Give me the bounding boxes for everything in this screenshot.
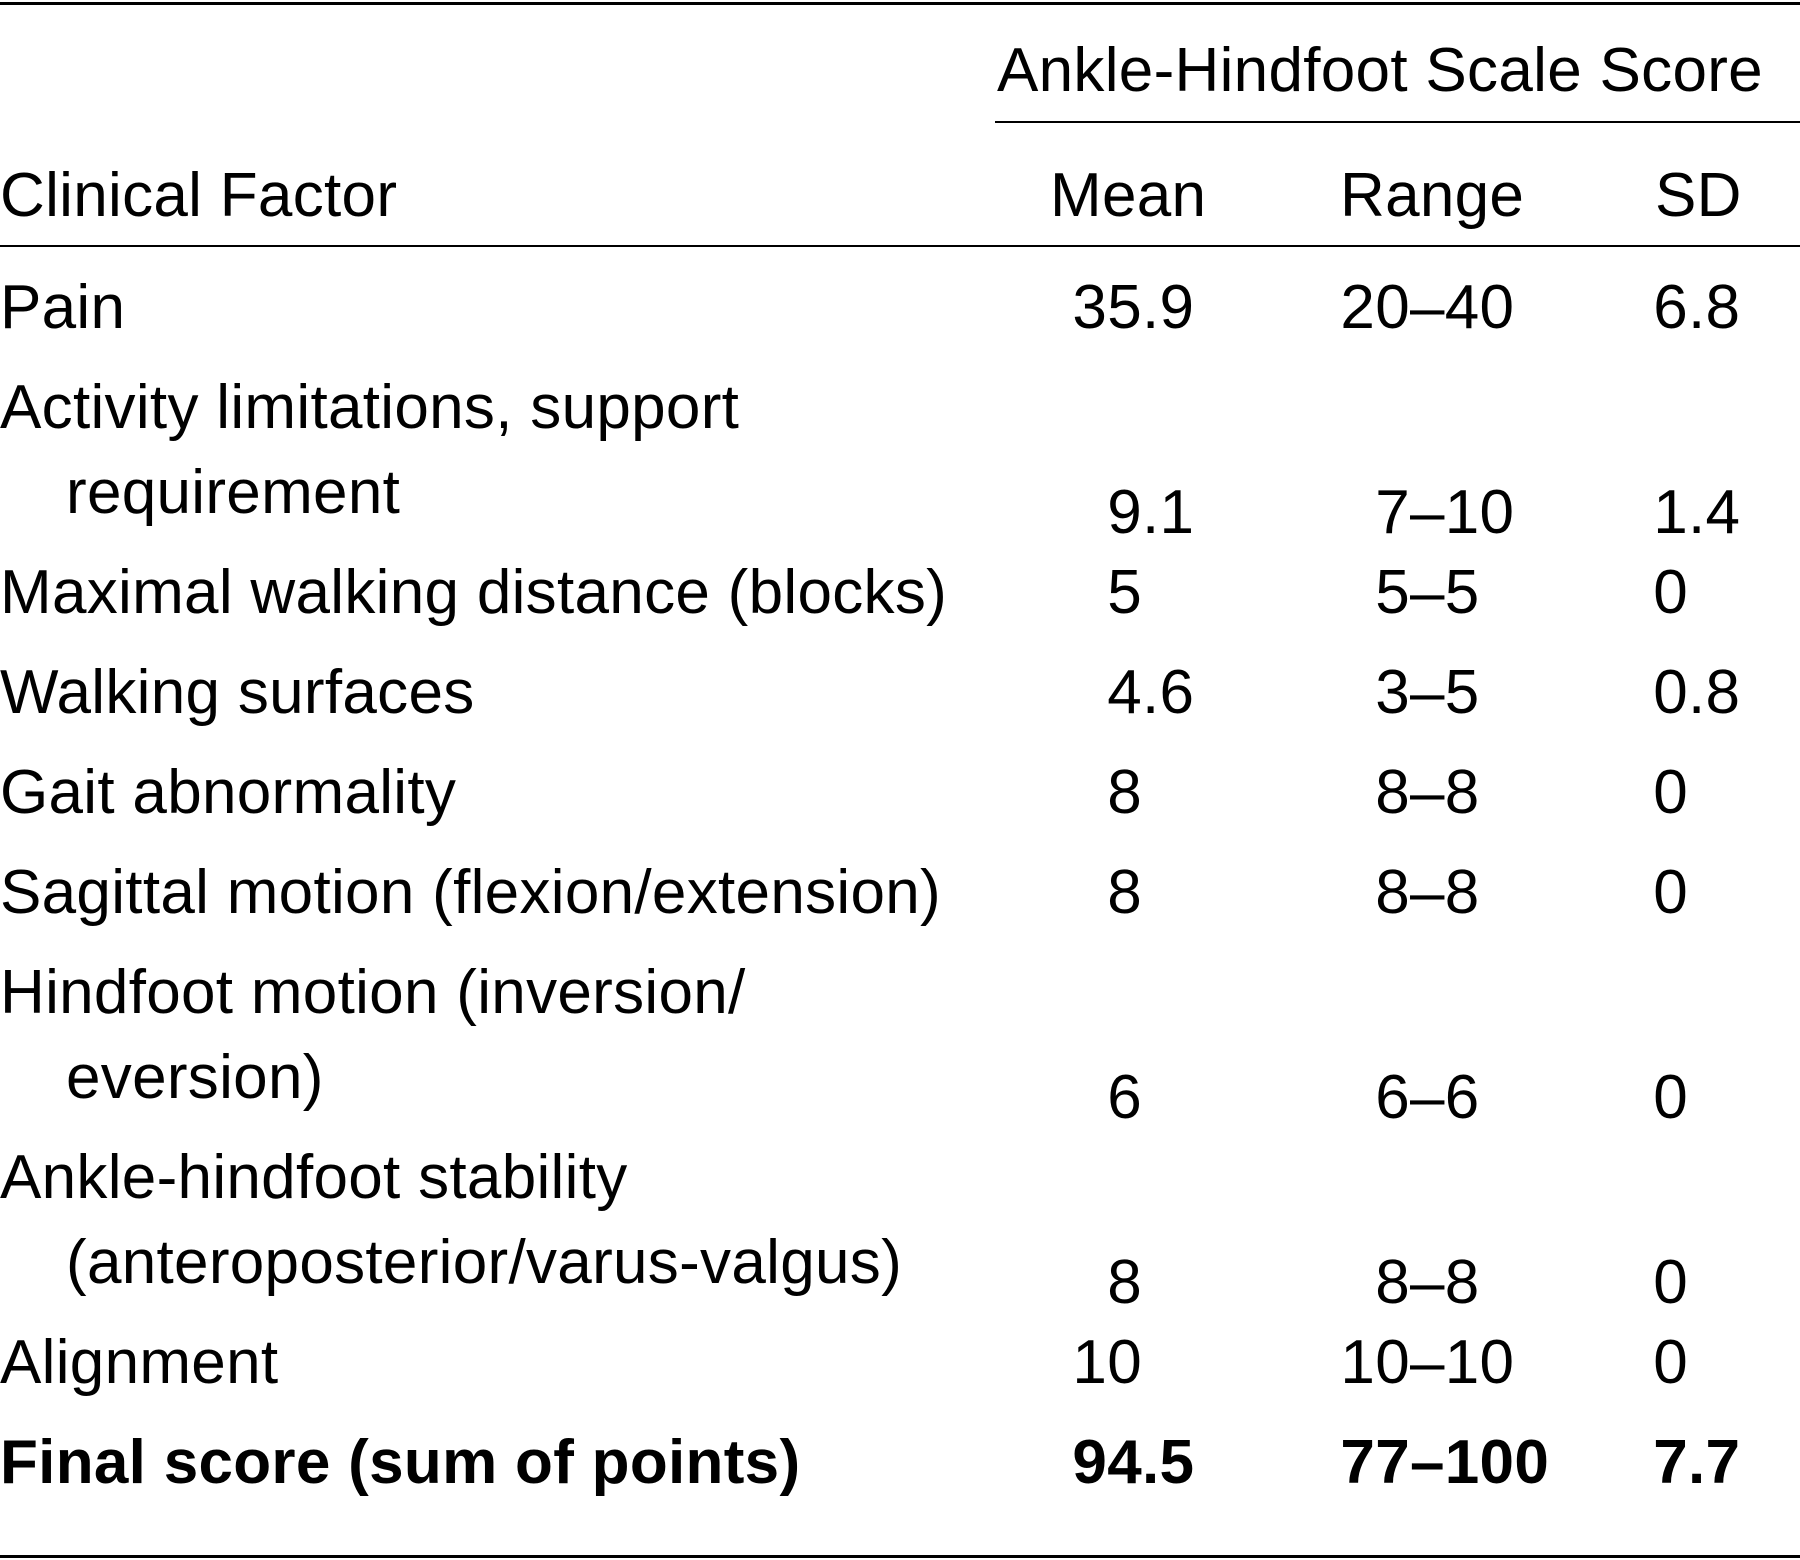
- range-cell: 20–40: [1340, 273, 1515, 342]
- mean-cell: 9.1: [1107, 478, 1195, 547]
- clinical-factor-cell: Hindfoot motion (inversion/: [0, 958, 746, 1027]
- mean-cell: 8: [1107, 1248, 1142, 1317]
- range-cell: 7–10: [1375, 478, 1515, 547]
- clinical-factor-cell: (anteroposterior/varus-valgus): [66, 1228, 903, 1297]
- sd-cell: 0: [1653, 858, 1688, 927]
- clinical-factor-cell: Activity limitations, support: [0, 373, 740, 442]
- mean-cell: 4.6: [1107, 658, 1195, 727]
- clinical-factor-cell: Alignment: [0, 1328, 279, 1397]
- sd-cell: 7.7: [1653, 1428, 1741, 1497]
- sd-cell: 0: [1653, 1063, 1688, 1132]
- range-cell: 5–5: [1375, 558, 1480, 627]
- top-rule: [0, 2, 1800, 5]
- group-header-rule: [995, 121, 1800, 123]
- group-header: Ankle-Hindfoot Scale Score: [997, 36, 1763, 105]
- sd-cell: 0.8: [1653, 658, 1741, 727]
- mean-cell: 6: [1107, 1063, 1142, 1132]
- mean-cell: 8: [1107, 858, 1142, 927]
- range-cell: 3–5: [1375, 658, 1480, 727]
- range-cell: 6–6: [1375, 1063, 1480, 1132]
- range-cell: 8–8: [1375, 1248, 1480, 1317]
- sd-cell: 0: [1653, 1328, 1688, 1397]
- mean-cell: 10: [1072, 1328, 1142, 1397]
- clinical-factor-cell: Sagittal motion (flexion/extension): [0, 858, 941, 927]
- sd-cell: 6.8: [1653, 273, 1741, 342]
- header-rule: [0, 245, 1800, 247]
- clinical-factor-cell: Ankle-hindfoot stability: [0, 1143, 628, 1212]
- clinical-factor-cell: Maximal walking distance (blocks): [0, 558, 948, 627]
- clinical-factor-cell: requirement: [66, 458, 401, 527]
- range-cell: 8–8: [1375, 858, 1480, 927]
- clinical-factor-cell: eversion): [66, 1043, 324, 1112]
- range-cell: 8–8: [1375, 758, 1480, 827]
- mean-cell: 8: [1107, 758, 1142, 827]
- column-header-mean: Mean: [1050, 161, 1207, 230]
- bottom-rule: [0, 1555, 1800, 1558]
- column-header-sd: SD: [1655, 161, 1742, 230]
- mean-cell: 5: [1107, 558, 1142, 627]
- sd-cell: 1.4: [1653, 478, 1741, 547]
- clinical-factor-cell: Gait abnormality: [0, 758, 457, 827]
- range-cell: 77–100: [1340, 1428, 1550, 1497]
- sd-cell: 0: [1653, 558, 1688, 627]
- sd-cell: 0: [1653, 758, 1688, 827]
- clinical-factor-cell: Walking surfaces: [0, 658, 475, 727]
- column-header-range: Range: [1340, 161, 1525, 230]
- clinical-factor-cell: Final score (sum of points): [0, 1428, 801, 1497]
- range-cell: 10–10: [1340, 1328, 1515, 1397]
- clinical-factor-cell: Pain: [0, 273, 126, 342]
- mean-cell: 94.5: [1072, 1428, 1195, 1497]
- column-header-factor: Clinical Factor: [0, 161, 398, 230]
- sd-cell: 0: [1653, 1248, 1688, 1317]
- mean-cell: 35.9: [1072, 273, 1195, 342]
